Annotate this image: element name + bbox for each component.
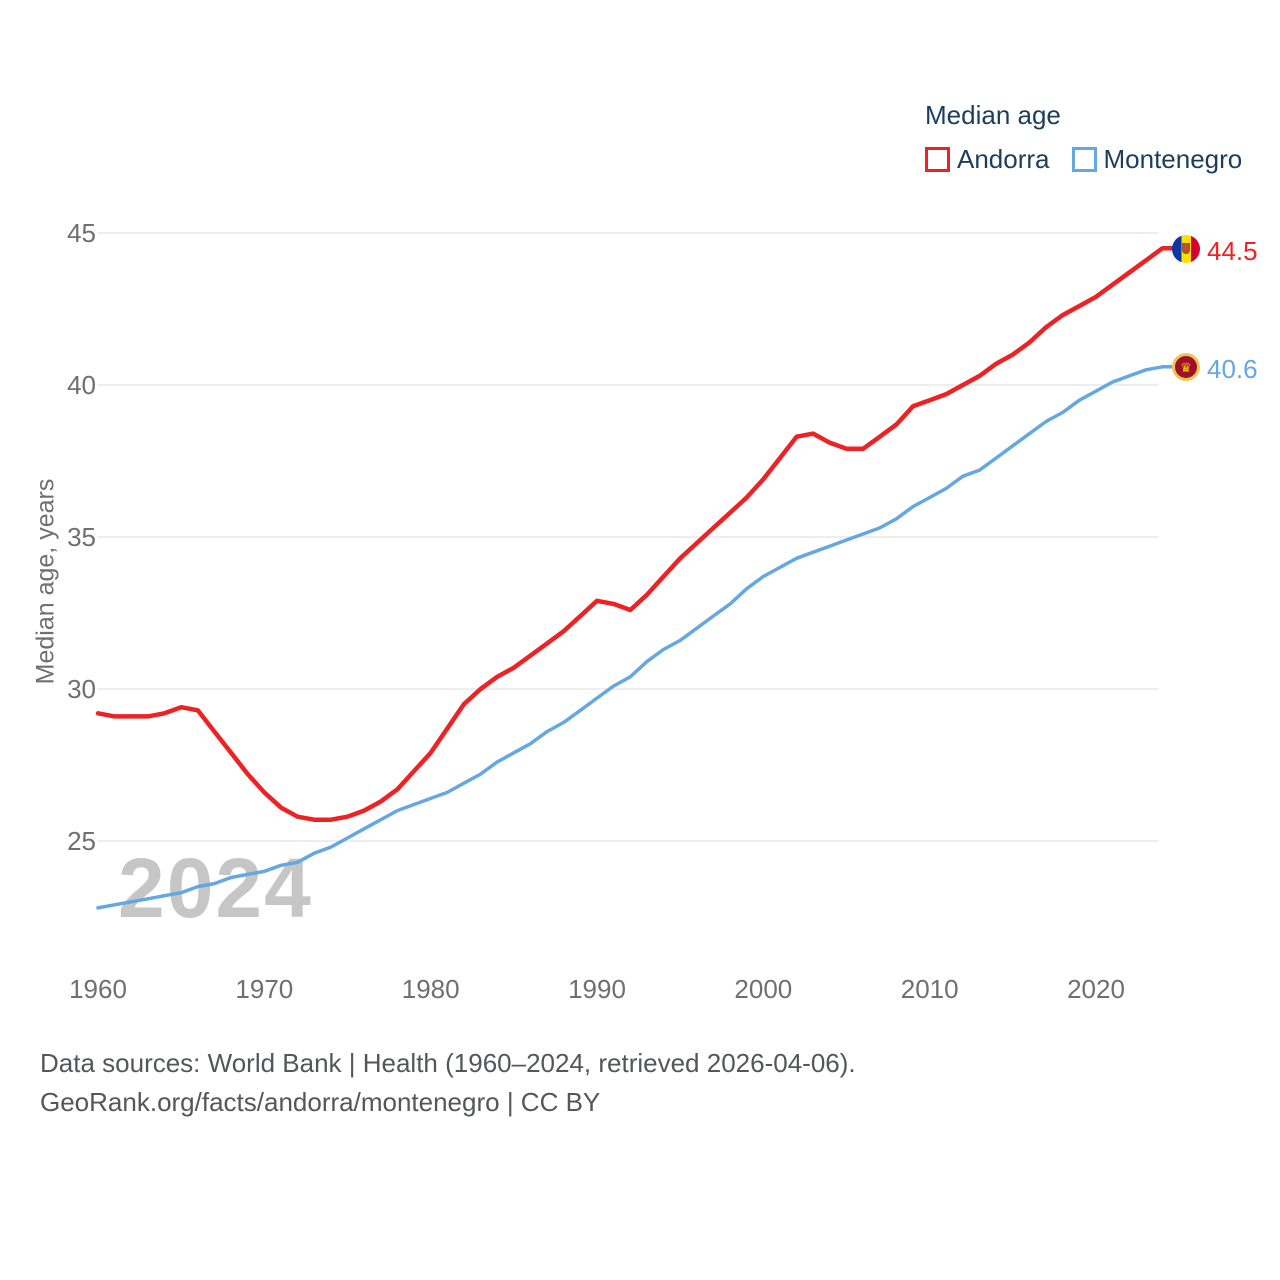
x-tick-label: 2020 (1067, 974, 1125, 1004)
legend-item-montenegro[interactable] (1072, 144, 1243, 175)
andorra-flag-icon (1172, 235, 1200, 263)
x-tick-label: 1990 (568, 974, 626, 1004)
x-tick-label: 1970 (235, 974, 294, 1004)
attribution-line: GeoRank.org/facts/andorra/montenegro | CC BY (40, 1087, 601, 1117)
watermark-year: 2024 (118, 841, 313, 935)
legend-label-montenegro: Montenegro (1103, 144, 1243, 174)
montenegro-series-swatch[interactable] (1072, 147, 1097, 172)
y-tick-label: 40 (67, 370, 96, 400)
x-tick-label: 2010 (900, 974, 959, 1004)
montenegro-end-value: 40.6 (1207, 354, 1258, 384)
x-tick-label: 1960 (69, 974, 127, 1004)
y-tick-label: 30 (67, 674, 96, 704)
y-axis-title: Median age, years (31, 478, 60, 685)
x-tick-label: 2000 (734, 974, 793, 1004)
legend-title: Median age (925, 100, 1061, 130)
andorra-series-line (98, 248, 1174, 820)
source-citation (40, 1044, 856, 1122)
andorra-series-swatch[interactable] (925, 147, 950, 172)
andorra-end-value: 44.5 (1207, 236, 1258, 266)
montenegro-series-line (98, 367, 1174, 908)
legend (925, 100, 1242, 175)
x-tick-label: 1980 (401, 974, 460, 1004)
legend-label-andorra: Andorra (957, 144, 1050, 174)
legend-item-andorra[interactable] (925, 144, 1050, 175)
legend-row (925, 144, 1242, 175)
y-tick-label: 25 (67, 826, 96, 856)
montenegro-flag-icon: ♛ (1172, 353, 1200, 381)
y-tick-label: 45 (67, 218, 96, 248)
andorra-shield-emblem (1182, 243, 1190, 254)
y-tick-label: 35 (67, 522, 96, 552)
data-sources-line: Data sources: World Bank | Health (1960–2024, retrieved 2026-04-06). (40, 1048, 856, 1078)
